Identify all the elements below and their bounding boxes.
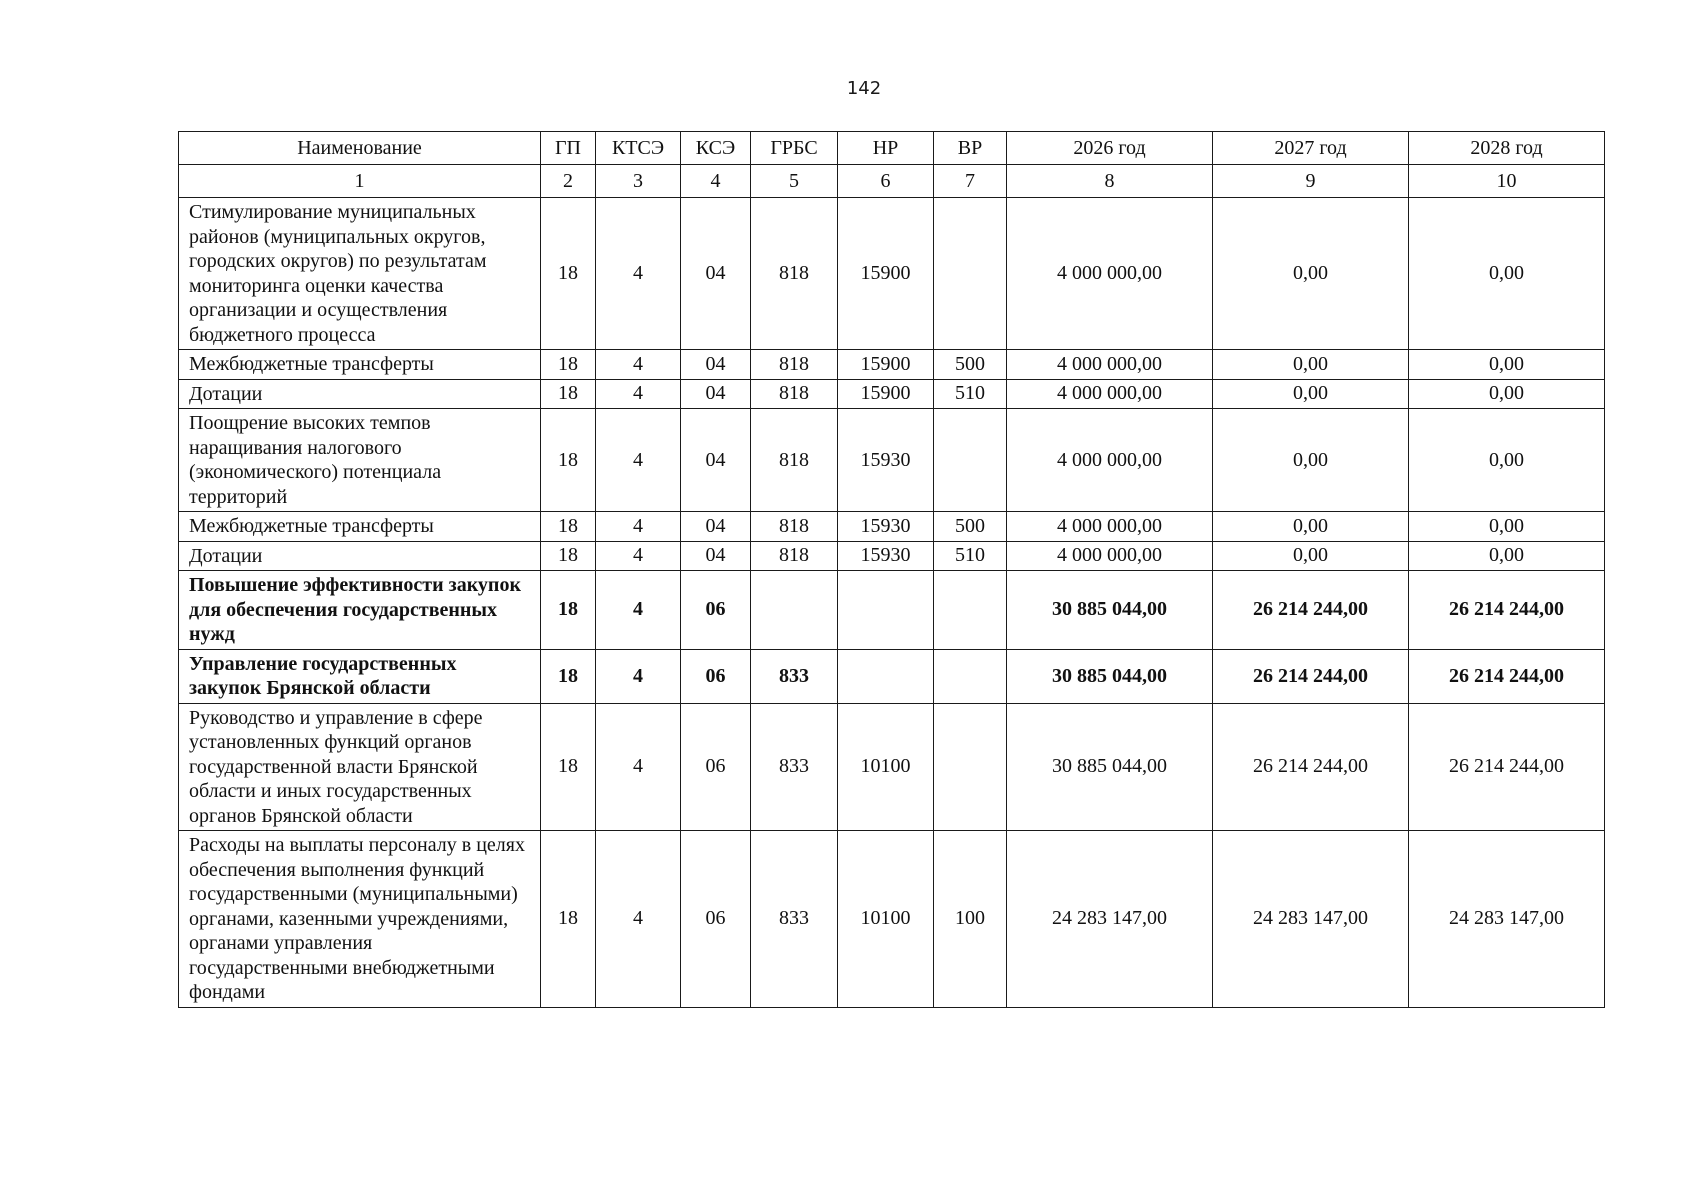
vr-cell bbox=[934, 649, 1007, 703]
table-row bbox=[179, 512, 1605, 542]
gp-cell: 18 bbox=[541, 541, 596, 571]
vr-cell bbox=[934, 703, 1007, 831]
name-cell: Управление государственных закупок Брянской области bbox=[179, 649, 541, 703]
column-number-cell: 8 bbox=[1007, 165, 1213, 198]
table-row bbox=[179, 541, 1605, 571]
column-number-row bbox=[179, 165, 1605, 198]
nr-cell: 15930 bbox=[838, 512, 934, 542]
grbs-cell: 833 bbox=[751, 703, 838, 831]
amount-2028-cell: 26 214 244,00 bbox=[1409, 703, 1605, 831]
page-number: 142 bbox=[846, 78, 882, 99]
header-cell: ГРБС bbox=[751, 132, 838, 165]
nr-cell: 10100 bbox=[838, 703, 934, 831]
table-row bbox=[179, 379, 1605, 409]
amount-2028-cell: 0,00 bbox=[1409, 379, 1605, 409]
kse-cell: 06 bbox=[681, 831, 751, 1008]
column-number-cell: 9 bbox=[1213, 165, 1409, 198]
amount-2027-cell: 0,00 bbox=[1213, 379, 1409, 409]
table-row bbox=[179, 571, 1605, 650]
amount-2026-cell: 24 283 147,00 bbox=[1007, 831, 1213, 1008]
gp-cell: 18 bbox=[541, 571, 596, 650]
ktse-cell: 4 bbox=[596, 350, 681, 380]
amount-2028-cell: 24 283 147,00 bbox=[1409, 831, 1605, 1008]
amount-2027-cell: 26 214 244,00 bbox=[1213, 649, 1409, 703]
amount-2026-cell: 30 885 044,00 bbox=[1007, 703, 1213, 831]
grbs-cell: 818 bbox=[751, 541, 838, 571]
ktse-cell: 4 bbox=[596, 649, 681, 703]
column-number-cell: 3 bbox=[596, 165, 681, 198]
nr-cell: 10100 bbox=[838, 831, 934, 1008]
amount-2026-cell: 4 000 000,00 bbox=[1007, 541, 1213, 571]
amount-2027-cell: 0,00 bbox=[1213, 409, 1409, 512]
ktse-cell: 4 bbox=[596, 409, 681, 512]
ktse-cell: 4 bbox=[596, 571, 681, 650]
column-number-cell: 7 bbox=[934, 165, 1007, 198]
nr-cell: 15900 bbox=[838, 379, 934, 409]
header-cell: 2027 год bbox=[1213, 132, 1409, 165]
amount-2026-cell: 4 000 000,00 bbox=[1007, 350, 1213, 380]
ktse-cell: 4 bbox=[596, 703, 681, 831]
kse-cell: 04 bbox=[681, 541, 751, 571]
vr-cell: 510 bbox=[934, 541, 1007, 571]
grbs-cell: 818 bbox=[751, 512, 838, 542]
amount-2027-cell: 0,00 bbox=[1213, 350, 1409, 380]
ktse-cell: 4 bbox=[596, 379, 681, 409]
vr-cell: 500 bbox=[934, 512, 1007, 542]
nr-cell: 15930 bbox=[838, 541, 934, 571]
grbs-cell: 818 bbox=[751, 379, 838, 409]
amount-2027-cell: 26 214 244,00 bbox=[1213, 703, 1409, 831]
name-cell: Дотации bbox=[179, 541, 541, 571]
name-cell: Межбюджетные трансферты bbox=[179, 350, 541, 380]
table-row bbox=[179, 649, 1605, 703]
nr-cell bbox=[838, 649, 934, 703]
table-row bbox=[179, 831, 1605, 1008]
table-row bbox=[179, 703, 1605, 831]
name-cell: Поощрение высоких темпов наращивания налогового (экономического) потенциала территорий bbox=[179, 409, 541, 512]
name-cell: Расходы на выплаты персоналу в целях обеспечения выполнения функций государственными (муниципальными) органами, казенными учреждениями, органами управления государственными внебюджетными фондами bbox=[179, 831, 541, 1008]
column-number-cell: 2 bbox=[541, 165, 596, 198]
kse-cell: 04 bbox=[681, 512, 751, 542]
gp-cell: 18 bbox=[541, 198, 596, 350]
vr-cell: 100 bbox=[934, 831, 1007, 1008]
amount-2027-cell: 0,00 bbox=[1213, 541, 1409, 571]
amount-2026-cell: 30 885 044,00 bbox=[1007, 571, 1213, 650]
header-cell: ГП bbox=[541, 132, 596, 165]
gp-cell: 18 bbox=[541, 649, 596, 703]
name-cell: Стимулирование муниципальных районов (муниципальных округов, городских округов) по результатам мониторинга оценки качества организации и осуществления бюджетного процесса bbox=[179, 198, 541, 350]
ktse-cell: 4 bbox=[596, 541, 681, 571]
grbs-cell: 833 bbox=[751, 649, 838, 703]
kse-cell: 06 bbox=[681, 703, 751, 831]
kse-cell: 04 bbox=[681, 198, 751, 350]
header-cell: КТСЭ bbox=[596, 132, 681, 165]
nr-cell bbox=[838, 571, 934, 650]
nr-cell: 15900 bbox=[838, 350, 934, 380]
column-number-cell: 1 bbox=[179, 165, 541, 198]
header-cell: 2028 год bbox=[1409, 132, 1605, 165]
amount-2026-cell: 4 000 000,00 bbox=[1007, 198, 1213, 350]
vr-cell bbox=[934, 198, 1007, 350]
name-cell: Дотации bbox=[179, 379, 541, 409]
header-cell: НР bbox=[838, 132, 934, 165]
name-cell: Руководство и управление в сфере установленных функций органов государственной власти Брянской области и иных государственных органов Брянской области bbox=[179, 703, 541, 831]
grbs-cell: 818 bbox=[751, 198, 838, 350]
kse-cell: 04 bbox=[681, 379, 751, 409]
grbs-cell bbox=[751, 571, 838, 650]
amount-2027-cell: 24 283 147,00 bbox=[1213, 831, 1409, 1008]
amount-2027-cell: 26 214 244,00 bbox=[1213, 571, 1409, 650]
table-row bbox=[179, 198, 1605, 350]
kse-cell: 06 bbox=[681, 571, 751, 650]
table-body bbox=[179, 198, 1605, 1008]
nr-cell: 15900 bbox=[838, 198, 934, 350]
gp-cell: 18 bbox=[541, 831, 596, 1008]
amount-2026-cell: 30 885 044,00 bbox=[1007, 649, 1213, 703]
table-row bbox=[179, 409, 1605, 512]
header-cell: Наименование bbox=[179, 132, 541, 165]
kse-cell: 06 bbox=[681, 649, 751, 703]
vr-cell bbox=[934, 409, 1007, 512]
gp-cell: 18 bbox=[541, 409, 596, 512]
table-row bbox=[179, 350, 1605, 380]
amount-2027-cell: 0,00 bbox=[1213, 198, 1409, 350]
grbs-cell: 818 bbox=[751, 350, 838, 380]
gp-cell: 18 bbox=[541, 379, 596, 409]
kse-cell: 04 bbox=[681, 350, 751, 380]
vr-cell bbox=[934, 571, 1007, 650]
column-number-cell: 10 bbox=[1409, 165, 1605, 198]
grbs-cell: 833 bbox=[751, 831, 838, 1008]
amount-2028-cell: 0,00 bbox=[1409, 198, 1605, 350]
gp-cell: 18 bbox=[541, 350, 596, 380]
ktse-cell: 4 bbox=[596, 831, 681, 1008]
header-cell: ВР bbox=[934, 132, 1007, 165]
amount-2028-cell: 0,00 bbox=[1409, 541, 1605, 571]
amount-2026-cell: 4 000 000,00 bbox=[1007, 409, 1213, 512]
amount-2028-cell: 26 214 244,00 bbox=[1409, 571, 1605, 650]
header-cell: 2026 год bbox=[1007, 132, 1213, 165]
name-cell: Межбюджетные трансферты bbox=[179, 512, 541, 542]
nr-cell: 15930 bbox=[838, 409, 934, 512]
column-number-cell: 4 bbox=[681, 165, 751, 198]
header-row bbox=[179, 132, 1605, 165]
amount-2026-cell: 4 000 000,00 bbox=[1007, 512, 1213, 542]
amount-2027-cell: 0,00 bbox=[1213, 512, 1409, 542]
header-cell: КСЭ bbox=[681, 132, 751, 165]
amount-2026-cell: 4 000 000,00 bbox=[1007, 379, 1213, 409]
amount-2028-cell: 0,00 bbox=[1409, 409, 1605, 512]
grbs-cell: 818 bbox=[751, 409, 838, 512]
name-cell: Повышение эффективности закупок для обеспечения государственных нужд bbox=[179, 571, 541, 650]
gp-cell: 18 bbox=[541, 512, 596, 542]
gp-cell: 18 bbox=[541, 703, 596, 831]
vr-cell: 510 bbox=[934, 379, 1007, 409]
column-number-cell: 6 bbox=[838, 165, 934, 198]
kse-cell: 04 bbox=[681, 409, 751, 512]
ktse-cell: 4 bbox=[596, 198, 681, 350]
amount-2028-cell: 26 214 244,00 bbox=[1409, 649, 1605, 703]
vr-cell: 500 bbox=[934, 350, 1007, 380]
ktse-cell: 4 bbox=[596, 512, 681, 542]
amount-2028-cell: 0,00 bbox=[1409, 512, 1605, 542]
amount-2028-cell: 0,00 bbox=[1409, 350, 1605, 380]
column-number-cell: 5 bbox=[751, 165, 838, 198]
budget-table bbox=[178, 131, 1605, 1008]
